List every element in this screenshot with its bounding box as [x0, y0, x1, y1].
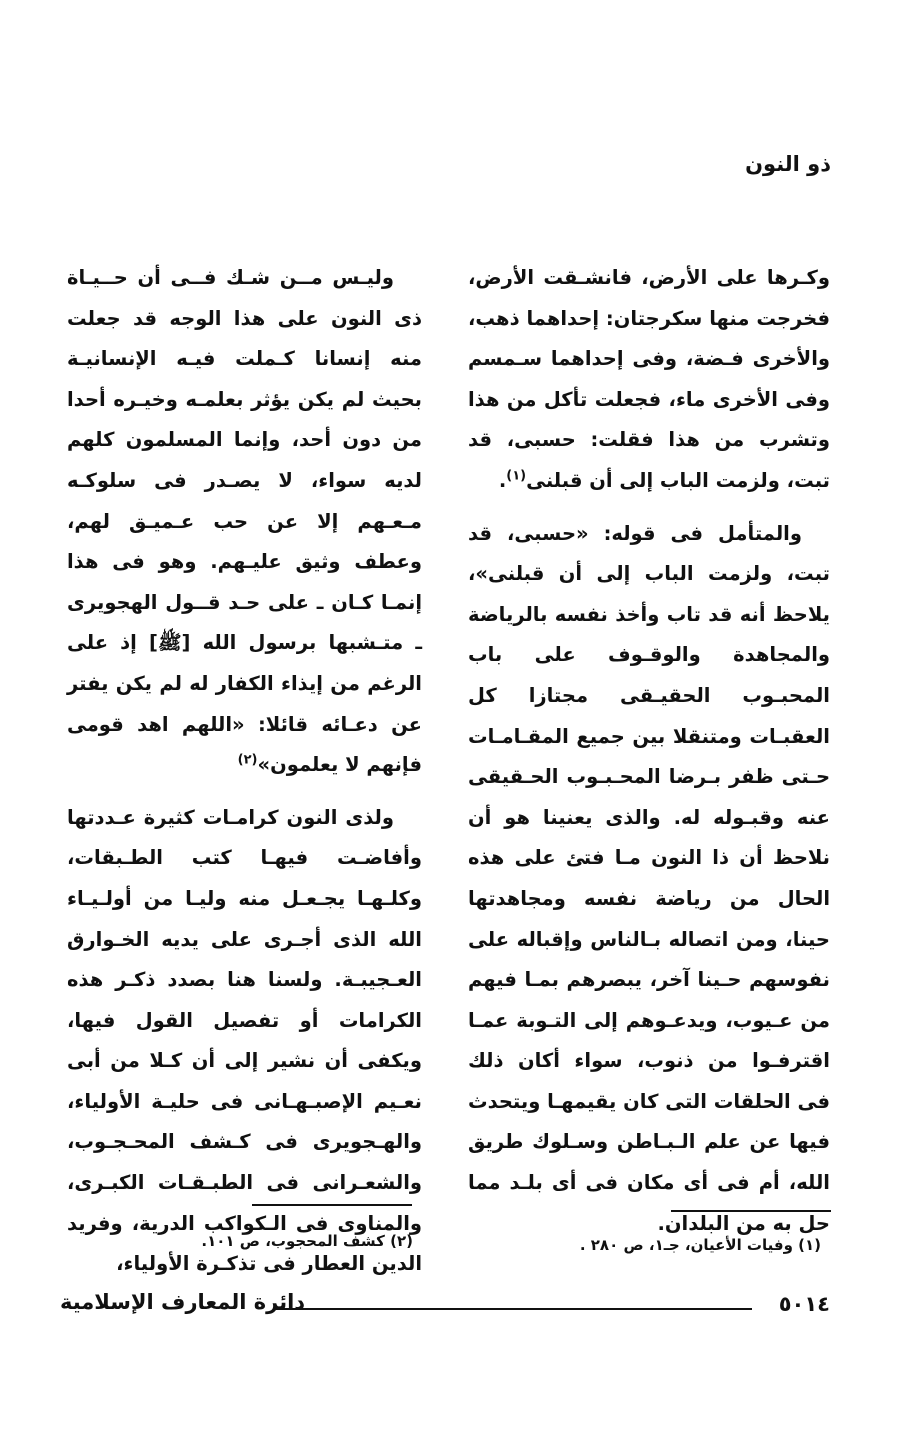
footnote-2: (٢) كشف المحجوب، ص ١٠١.: [201, 1232, 413, 1250]
right-column-paragraph-1: [468, 258, 830, 502]
page-footer: [60, 1290, 830, 1330]
footnote-marker-2: (٢): [237, 752, 258, 768]
paragraph-text: وليـس مــن شـك فــى أن حــيـاة ذى النون على هذا الوجه قد جعلت منه إنسانا كـملت فيـه الإنسانيـة بحيث لم يكن يؤثر بعلمـه وخيـره أحدا من دون أحد، وإنما المسلمون كلهم لديه سواء، لا يصـدر فى سلوكـه مـعـهم إلا عن حب عـميـق لهم، وعطف وثيق عليـهم. وهو فى هذا إنمـا كـان ـ على حـد قــول الهجويرى ـ متـشبها برسول الله [ﷺ] إذ على الرغم من إيذاء الكفار له لم يكن يفتر عن دعـائه قائلا: «اللهم اهد قومى فإنهم لا يعلمون»: [67, 266, 422, 777]
footnote-divider-right: [671, 1210, 831, 1212]
paragraph-text: وكـرها على الأرض، فانشـقت الأرض، فخرجت منها سكرجتان: إحداهما ذهب، والأخرى فـضة، وفى إحداهما سـمسم وفى الأخرى ماء، فجعلت تأكل من هذا وتشرب من هذا فقلت: حسبى، قد تبت، ولزمت الباب إلى أن قبلنى: [468, 266, 830, 492]
running-head: ذو النون: [745, 152, 831, 176]
publication-title: دائرة المعارف الإسلامية: [60, 1290, 306, 1314]
footnote-divider-left: [252, 1204, 412, 1206]
footnote-marker-1: (١): [506, 468, 527, 484]
left-column: [67, 258, 422, 1285]
paragraph-end: .: [498, 468, 507, 492]
left-column-paragraph-1: [67, 258, 422, 786]
page-number: ٥٠١٤: [778, 1292, 830, 1316]
footer-rule: [275, 1308, 752, 1310]
right-column: [468, 258, 830, 1244]
left-column-paragraph-2: ولذى النون كرامـات كثيرة عـددتها وأفاضـت فيهـا كتب الطـبقات، وكلـهـا يجـعـل منه وليـا من أولـيـاء الله الذى أجـرى على يديه الخـوارق العـجيبـة. ولسنا هنا بصدد ذكـر هذه الكرامات أو تفصيل القول فيها، ويكفى أن نشير إلى أن كـلا من أبى نعـيم الإصبـهـانى فى حليـة الأولياء، والهـجويرى فى كـشف المحـجـوب، والشعـرانى فى الطبـقـات الكبـرى، والمناوى فى الـكواكب الدرية، وفريد الدين العطار فى تذكـرة الأولياء،: [67, 805, 422, 1276]
footnote-1: (١) وفيات الأعيان، جـ١، ص ٢٨٠ .: [579, 1236, 821, 1254]
right-column-paragraph-2: والمتأمل فى قوله: «حسبى، قد تبت، ولزمت الباب إلى أن قبلنى»، يلاحظ أنه قد تاب وأخذ نفسه بالرياضة والمجاهدة والوقـوف على باب المحبـوب الحقيـقى مجتازا كل العقبـات ومتنقلا بين جميع المقـامـات حـتى ظفر بـرضا المحـبـوب الحـقيقى عنه وقبـوله له. والذى يعنينا هو أن نلاحظ أن ذا النون مـا فتئ على هذه الحال من رياضة نفسه ومجاهدتها حينا، ومن اتصاله بـالناس وإقباله على نفوسهم حـينا آخر، يبصرهم بمـا فيهم من عـيوب، ويدعـوهم إلى التـوبة عمـا اقترفـوا من ذنوب، سواء أكان ذلك فى الحلقات التى كان يقيمهـا ويتحدث فيها عن علم الـبـاطن وسـلوك طريق الله، أم فى أى مكان فى أى بلـد مما حل به من البلدان.: [468, 521, 830, 1235]
